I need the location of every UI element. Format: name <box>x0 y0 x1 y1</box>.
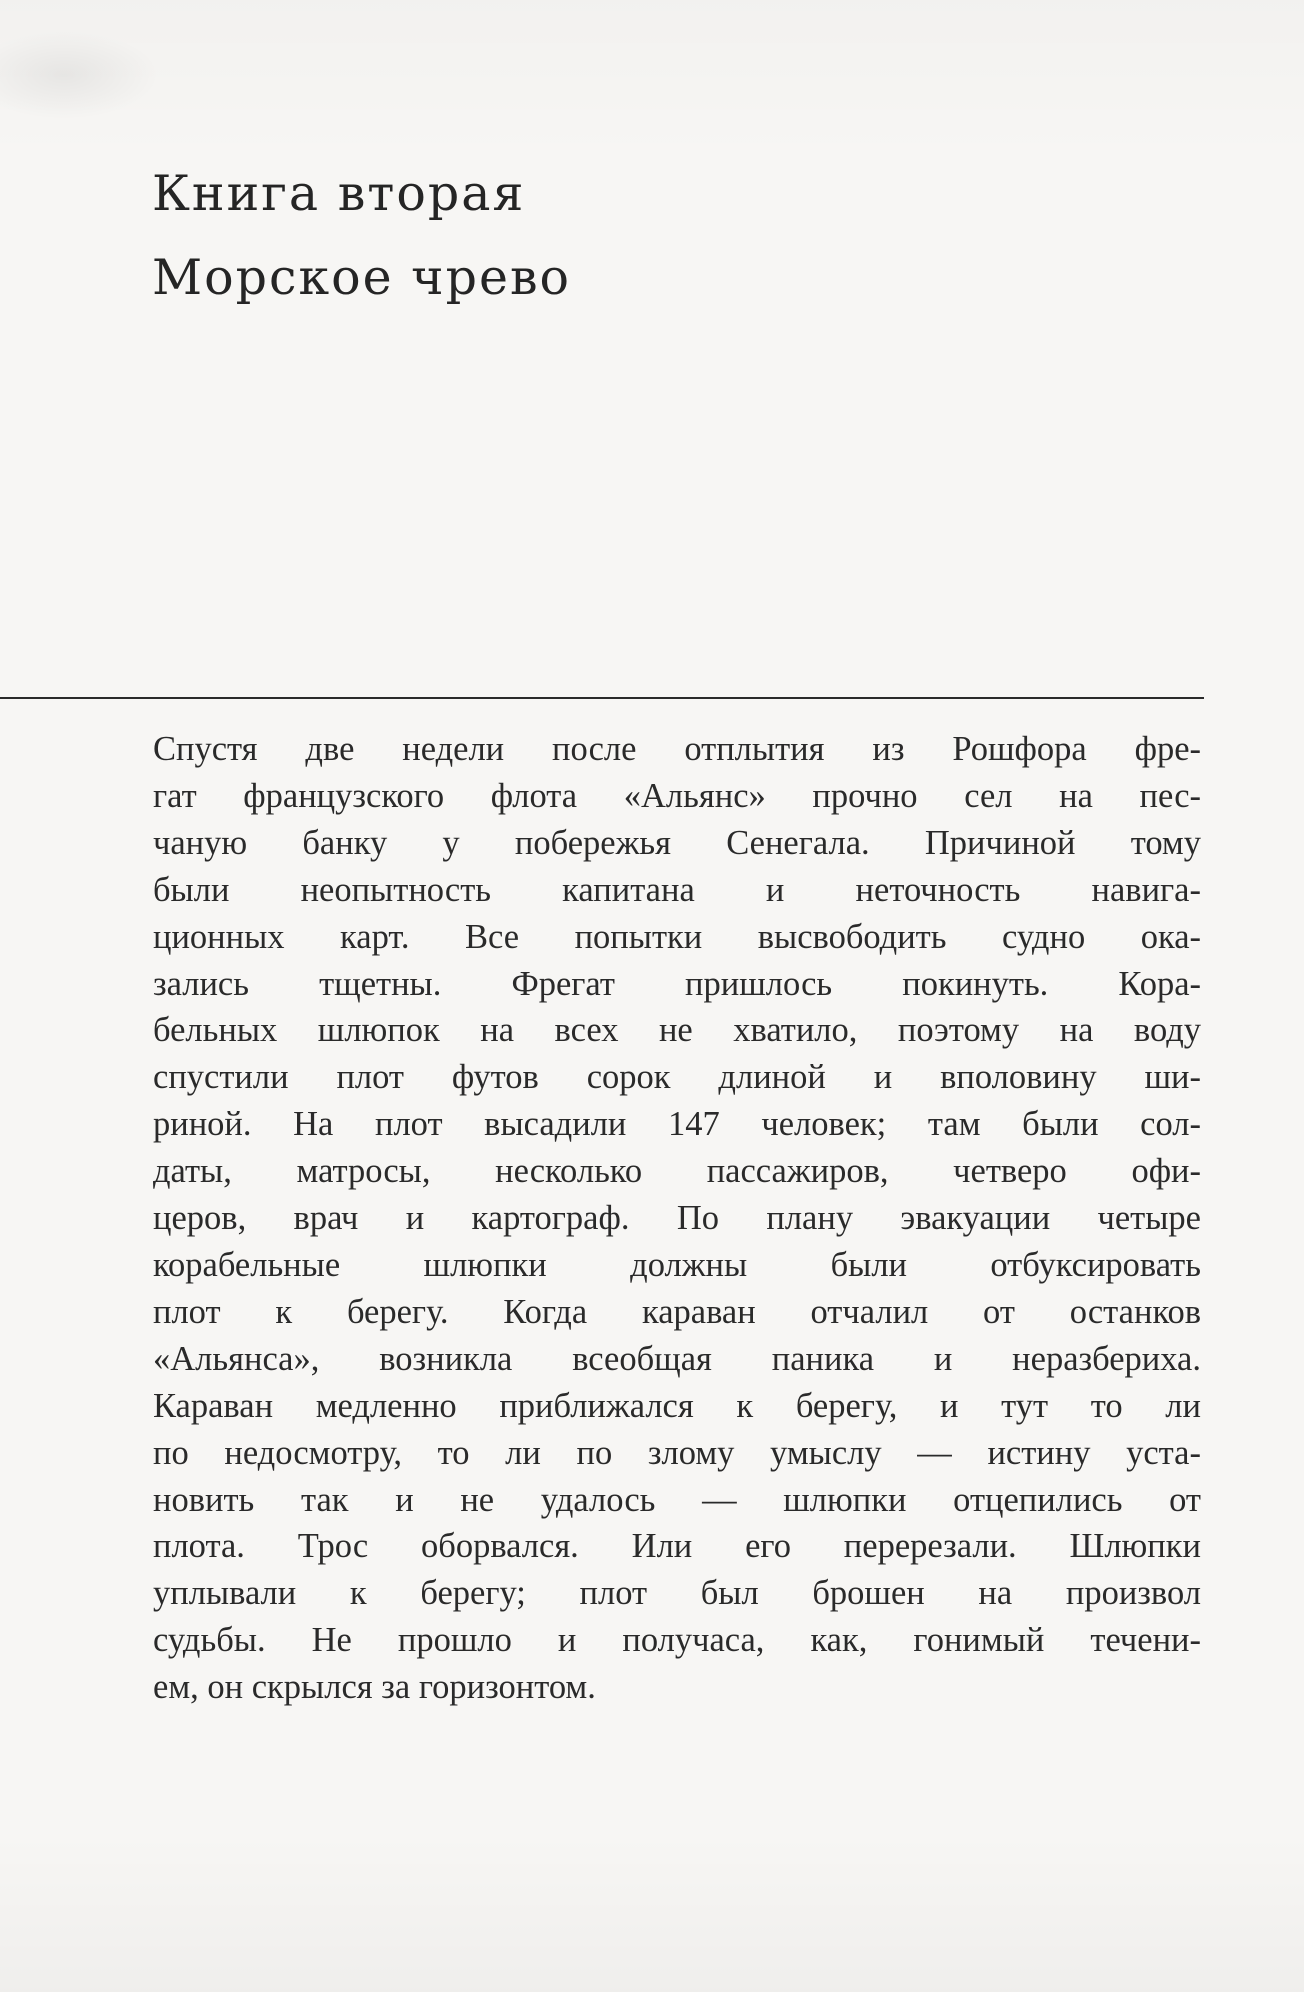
body-line: уплывали к берегу; плот был брошен на произвол <box>153 1574 1201 1613</box>
heading-book-number: Книга вторая <box>152 165 526 222</box>
body-line: даты, матросы, несколько пассажиров, четверо офи- <box>153 1152 1201 1191</box>
body-line: ционных карт. Все попытки высвободить судно ока- <box>153 917 1201 956</box>
body-line: «Альянса», возникла всеобщая паника и неразбериха. <box>153 1339 1201 1378</box>
body-line: были неопытность капитана и неточность навига- <box>153 870 1201 909</box>
body-paragraph <box>153 726 1201 1711</box>
body-line: корабельные шлюпки должны были отбуксировать <box>153 1245 1201 1284</box>
body-line: по недосмотру, то ли по злому умыслу — истину уста- <box>153 1433 1201 1472</box>
body-line: риной. На плот высадили 147 человек; там были сол- <box>153 1105 1201 1144</box>
body-line: судьбы. Не прошло и получаса, как, гонимый течени- <box>153 1621 1201 1660</box>
body-line: Спустя две недели после отплытия из Рошфора фре- <box>153 730 1201 768</box>
body-line: плот к берегу. Когда караван отчалил от останков <box>153 1292 1201 1331</box>
chapter-heading <box>152 152 571 320</box>
body-line: зались тщетны. Фрегат пришлось покинуть. Кора- <box>153 964 1201 1003</box>
body-line: церов, врач и картограф. По плану эвакуации четыре <box>153 1199 1201 1238</box>
body-line: спустили плот футов сорок длиной и вполовину ши- <box>153 1058 1201 1097</box>
scan-shadow <box>0 30 160 120</box>
body-line: бельных шлюпок на всех не хватило, поэтому на воду <box>153 1011 1201 1050</box>
body-line: ем, он скрылся за горизонтом. <box>153 1668 596 1707</box>
body-line: Караван медленно приближался к берегу, и тут то ли <box>153 1386 1201 1425</box>
body-line: чаную банку у побережья Сенегала. Причиной тому <box>153 823 1201 862</box>
heading-book-title: Морское чрево <box>152 249 572 306</box>
horizontal-rule <box>0 697 1204 699</box>
body-line: новить так и не удалось — шлюпки отцепились от <box>153 1480 1201 1519</box>
body-line: гат французского флота «Альянс» прочно сел на пес- <box>153 776 1201 815</box>
body-line: плота. Трос оборвался. Или его перерезали. Шлюпки <box>153 1527 1201 1566</box>
